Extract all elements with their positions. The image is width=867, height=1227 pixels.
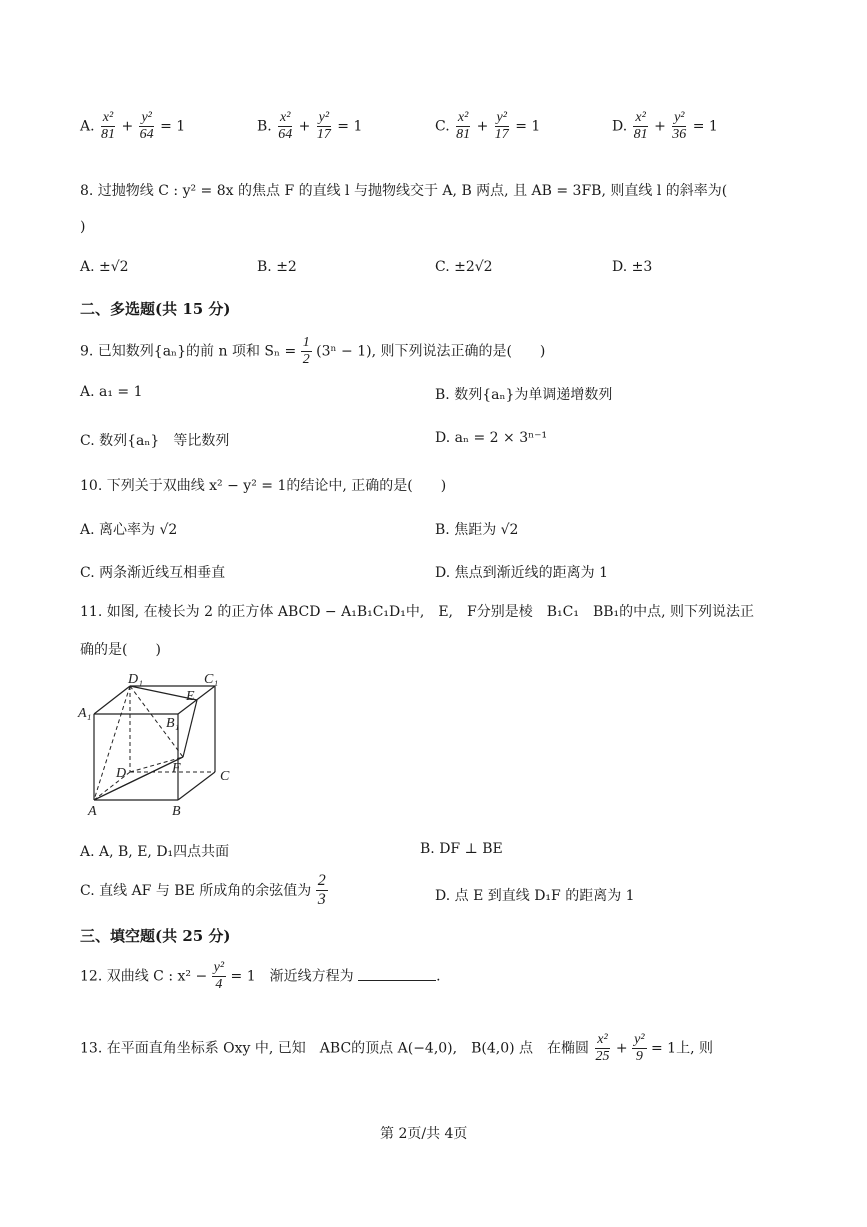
frac-den: 25	[595, 1049, 610, 1065]
equals: = 1	[337, 118, 363, 135]
frac-num: y²	[317, 110, 331, 127]
q9-stem-pre: 9. 已知数列{aₙ}的前 n 项和 Sₙ =	[80, 343, 297, 360]
q8-option-b: B. ±2	[257, 259, 297, 275]
fraction	[632, 1032, 646, 1065]
fraction	[276, 110, 294, 143]
frac-num: x²	[633, 110, 647, 127]
frac-den: 81	[456, 127, 471, 143]
label-d1: D₁	[128, 672, 143, 687]
frac-num: 1	[301, 335, 312, 352]
q8-stem-cont: )	[80, 219, 86, 235]
frac-den: 64	[139, 127, 154, 143]
label-c: C	[220, 769, 230, 784]
q11-stem: 11. 如图, 在棱长为 2 的正方体 ABCD − A₁B₁C₁D₁中, E, F分别是棱 B₁C₁ BB₁的中点, 则下列说法正	[80, 604, 755, 620]
frac-num: y²	[495, 110, 509, 127]
fraction	[593, 1032, 611, 1065]
label-b1: B₁	[166, 716, 180, 731]
frac-num: y²	[139, 110, 153, 127]
q13-stem: 13. 在平面直角坐标系 Oxy 中, 已知 ABC的顶点 A(−4,0), B(4,0) 点 在椭圆 $\frac{\text{x²}}{25}$ + $\frac{\text{y²}}{9}$ = 1上, 则	[80, 1032, 713, 1065]
fraction	[99, 110, 117, 143]
equals: = 1	[692, 118, 718, 135]
q10-option-a: A. 离心率为 √2	[80, 522, 178, 538]
frac-num: x²	[101, 110, 115, 127]
q9-option-b: B. 数列{aₙ}为单调递增数列	[435, 387, 613, 403]
frac-num: y²	[632, 1032, 646, 1049]
q7-option-b: B. $\frac{\text{x²}}{64}$ + $\frac{\text{y²}}{17}$ = 1	[257, 110, 363, 143]
fraction	[138, 110, 156, 143]
frac-den: 36	[672, 127, 687, 143]
frac-num: 2	[316, 872, 328, 891]
q10-option-d: D. 焦点到渐近线的距离为 1	[435, 565, 608, 581]
q9-stem	[80, 335, 545, 368]
q13-pre: 13. 在平面直角坐标系 Oxy 中, 已知 ABC的顶点 A(−4,0), B(4,0) 点 在椭圆	[80, 1040, 590, 1057]
equals: = 1	[515, 118, 541, 135]
q8-option-c: C. ±2√2	[435, 259, 493, 275]
q12-end: .	[436, 968, 441, 985]
frac-num: y²	[212, 960, 226, 977]
q12-pre: 12. 双曲线 C : x² −	[80, 968, 208, 985]
q9-option-d: D. aₙ = 2 × 3ⁿ⁻¹	[435, 430, 548, 446]
fraction	[301, 335, 312, 368]
frac-num: x²	[595, 1032, 609, 1049]
fraction	[212, 960, 226, 993]
q9-stem-post: (3ⁿ − 1), 则下列说法正确的是( )	[316, 343, 546, 360]
frac-num: x²	[278, 110, 292, 127]
q11-option-a: A. A, B, E, D₁四点共面	[80, 844, 230, 860]
q10-option-c: C. 两条渐近线互相垂直	[80, 565, 226, 581]
frac-num: x²	[456, 110, 470, 127]
frac-num: y²	[672, 110, 686, 127]
fraction	[316, 872, 328, 910]
cube-figure	[76, 670, 246, 820]
frac-den: 4	[215, 977, 223, 993]
q11-option-d: D. 点 E 到直线 D₁F 的距离为 1	[435, 888, 635, 904]
q12-post: = 1 渐近线方程为	[230, 968, 354, 985]
frac-den: 9	[635, 1049, 643, 1065]
option-label: C.	[435, 118, 450, 135]
q7-option-d: D. $\frac{\text{x²}}{81}$ + $\frac{\text{y²}}{36}$ = 1	[612, 110, 718, 143]
q11-option-c-text: C. 直线 AF 与 BE 所成角的余弦值为	[80, 882, 312, 899]
frac-den: 81	[101, 127, 116, 143]
q11-option-b: B. DF ⊥ BE	[420, 841, 503, 857]
q8-option-d: D. ±3	[612, 259, 653, 275]
equals: = 1	[160, 118, 186, 135]
q9-option-c: C. 数列{aₙ} 等比数列	[80, 433, 230, 449]
q12-stem	[80, 960, 441, 993]
answer-blank[interactable]	[358, 968, 436, 981]
label-e: E	[186, 689, 195, 704]
edge	[178, 772, 215, 800]
q10-stem: 10. 下列关于双曲线 x² − y² = 1的结论中, 正确的是( )	[80, 478, 447, 494]
edge	[94, 686, 130, 714]
page-number: 第 2页/共 4页	[380, 1126, 468, 1142]
label-f: F	[172, 761, 181, 776]
q8-option-a: A. ±√2	[80, 259, 129, 275]
label-b: B	[172, 804, 181, 819]
q13-post: = 1上, 则	[651, 1040, 713, 1057]
q7-option-a: A. $\frac{\text{x²}}{81}$ + $\frac{\text{y²}}{64}$ = 1	[80, 110, 186, 143]
frac-den: 2	[302, 352, 310, 368]
section-heading-fill-blank: 三、填空题(共 25 分)	[80, 927, 231, 945]
section-heading-multi-choice: 二、多选题(共 15 分)	[80, 300, 231, 318]
frac-den: 64	[278, 127, 293, 143]
fraction	[493, 110, 511, 143]
fraction	[315, 110, 333, 143]
label-a: A	[88, 804, 97, 819]
label-c1: C₁	[204, 672, 219, 687]
option-label: D.	[612, 118, 628, 135]
fraction	[670, 110, 688, 143]
frac-den: 17	[316, 127, 331, 143]
frac-den: 17	[494, 127, 509, 143]
q10-option-b: B. 焦距为 √2	[435, 522, 519, 538]
q11-stem-cont: 确的是( )	[80, 642, 161, 658]
option-label: B.	[257, 118, 272, 135]
hidden-segment-ad1	[94, 686, 130, 800]
fraction	[632, 110, 650, 143]
frac-den: 3	[317, 891, 326, 909]
q11-option-c	[80, 872, 328, 910]
segment-af2	[94, 757, 183, 800]
option-label: A.	[80, 118, 95, 135]
q8-stem: 8. 过抛物线 C : y² = 8x 的焦点 F 的直线 l 与抛物线交于 A, B 两点, 且 AB = 3FB, 则直线 l 的斜率为(	[80, 183, 728, 199]
label-a1: A₁	[78, 706, 92, 721]
frac-den: 81	[633, 127, 648, 143]
q7-option-c: C. $\frac{\text{x²}}{81}$ + $\frac{\text{y²}}{17}$ = 1	[435, 110, 541, 143]
label-d: D	[116, 766, 127, 781]
fraction	[454, 110, 472, 143]
q9-option-a: A. a₁ = 1	[80, 384, 143, 400]
